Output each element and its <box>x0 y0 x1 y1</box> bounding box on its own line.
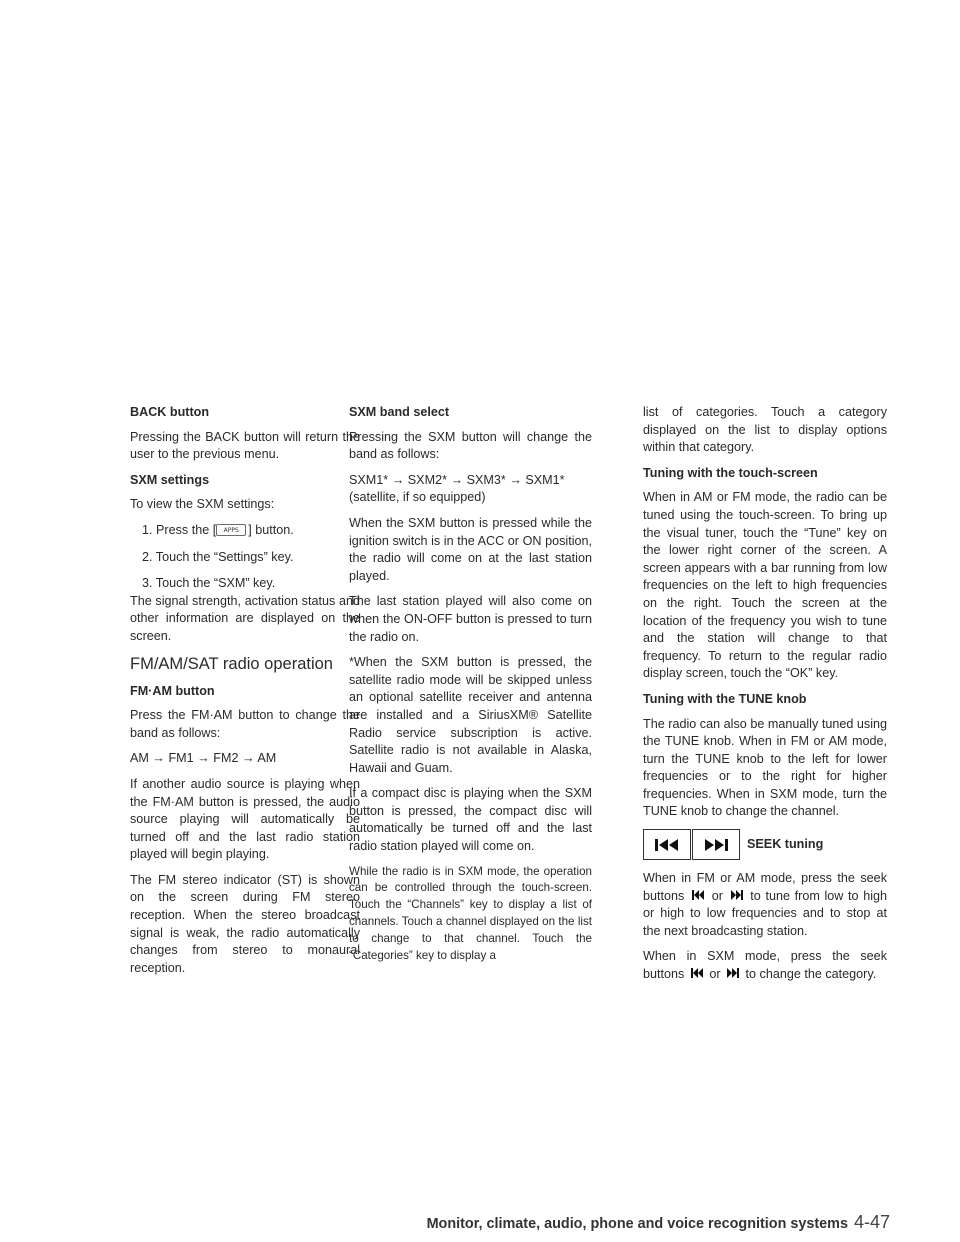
fmam-text-1: Press the FM·AM button to change the band as follows: <box>130 708 360 740</box>
sxm-settings-steps <box>130 522 360 593</box>
seek-text-1 <box>643 870 887 940</box>
categories-continued-text: list of categories. Touch a category displayed on the list to display options within that category. <box>643 405 887 455</box>
seek-forward-inline-icon <box>731 890 743 900</box>
fmam-heading: FM·AM button <box>130 683 215 698</box>
sxm-band-text-6: While the radio is in SXM mode, the operation can be controlled through the touch-screen. Touch the “Channels” key to display a list of channels. Touch a channel displayed on the list to change to that channel. Touch the “Categories” key to display a <box>349 864 592 962</box>
tune-knob-text: The radio can also be manually tuned using the TUNE knob. When in FM or AM mode, turn the TUNE knob to the left for lower frequencies or to the right for higher frequencies. When in SXM mode, turn the TUNE knob to change the channel. <box>643 716 887 819</box>
skip-forward-icon <box>692 829 740 860</box>
fmam-text-2: If another audio source is playing when the FM·AM button is pressed, the audio source playing will automatically be turned off and the last radio station played will begin playing. <box>130 776 360 862</box>
fmam-text-3: The FM stereo indicator (ST) is shown on the screen during FM stereo reception. When the stereo broadcast signal is weak, the radio automatically changes from stereo to monaural reception. <box>130 872 360 975</box>
seek-forward-inline-icon <box>727 968 739 978</box>
step-1 <box>142 522 360 540</box>
sxm-band-sequence: SXM1* → SXM2* → SXM3* → SXM1* (satellite, if so equipped) <box>349 472 565 505</box>
sxm-band-text-2: When the SXM button is pressed while the ignition switch is in the ACC or ON position, the radio will come on at the last station played. <box>349 515 592 583</box>
page-number: 4-47 <box>853 1212 890 1232</box>
seek-text-2-a: When in SXM mode, press the seek buttons <box>643 949 887 982</box>
seek-tuning-row <box>643 829 887 860</box>
column-1 <box>130 404 360 985</box>
step-3: 3. Touch the “SXM” key. <box>142 576 276 591</box>
tune-knob-heading: Tuning with the TUNE knob <box>643 691 807 706</box>
page-footer <box>0 1212 960 1233</box>
footer-section-title: Monitor, climate, audio, phone and voice recognition systems <box>426 1216 848 1232</box>
seek-or-2: or <box>709 967 721 982</box>
seek-text-1-a: When in FM or AM mode, press the seek buttons <box>643 871 887 903</box>
fmam-sequence: AM → FM1 → FM2 → AM <box>130 751 277 766</box>
sxm-settings-intro: To view the SXM settings: <box>130 497 275 512</box>
step-1-suffix: ] button. <box>248 522 294 537</box>
seek-or-1: or <box>711 888 723 903</box>
sxm-band-text-3: The last station played will also come on when the ON-OFF button is pressed to turn the radio on. <box>349 594 592 644</box>
section-title: FM/AM/SAT radio operation <box>130 654 333 673</box>
step-1-prefix: 1. Press the [ <box>142 522 217 537</box>
back-button-heading: BACK button <box>130 405 210 419</box>
seek-text-1-b: to tune from low to high or high to low frequencies and to stop at the next broadcasting station. <box>643 888 888 938</box>
sxm-band-text-1: Pressing the SXM button will change the band as follows: <box>349 429 592 462</box>
seek-text-2-b: to change the category. <box>745 967 877 982</box>
seek-tuning-label: SEEK tuning <box>747 836 824 851</box>
column-3 <box>643 404 887 992</box>
touch-screen-text: When in AM or FM mode, the radio can be tuned using the touch-screen. To bring up the visual tuner, touch the “Tune” key on the lower right corner of the screen. A screen appears with a bar running from low frequencies on the left to high frequencies on the right. Touch the screen at the location of the frequency you wish to tune and the station will change to that frequency. To return to the regular radio display screen, touch the “OK” key. <box>643 490 887 681</box>
back-button-text: Pressing the BACK button will return the user to the previous menu. <box>130 429 360 462</box>
sxm-settings-heading: SXM settings <box>130 472 210 487</box>
seek-back-inline-icon <box>691 968 703 978</box>
skip-back-icon <box>643 829 691 860</box>
seek-back-inline-icon <box>692 890 704 900</box>
step-2: 2. Touch the “Settings” key. <box>142 549 294 564</box>
sxm-band-text-4: *When the SXM button is pressed, the satellite radio mode will be skipped unless an optional satellite receiver and antenna are installed and a SiriusXM® Satellite Radio service subscription is active. Satellite radio is not available in Alaska, Hawaii and Guam. <box>349 655 592 775</box>
sxm-band-text-5: If a compact disc is playing when the SXM button is pressed, the compact disc will automatically be turned off and the last radio station played will come on. <box>349 786 592 854</box>
settings-info-text: The signal strength, activation status and other information are displayed on the screen. <box>130 593 360 643</box>
seek-text-2 <box>643 948 887 983</box>
apps-key-icon: APPS <box>216 524 246 536</box>
column-2 <box>349 404 592 972</box>
touch-screen-heading: Tuning with the touch-screen <box>643 465 818 480</box>
sxm-band-heading: SXM band select <box>349 405 450 419</box>
